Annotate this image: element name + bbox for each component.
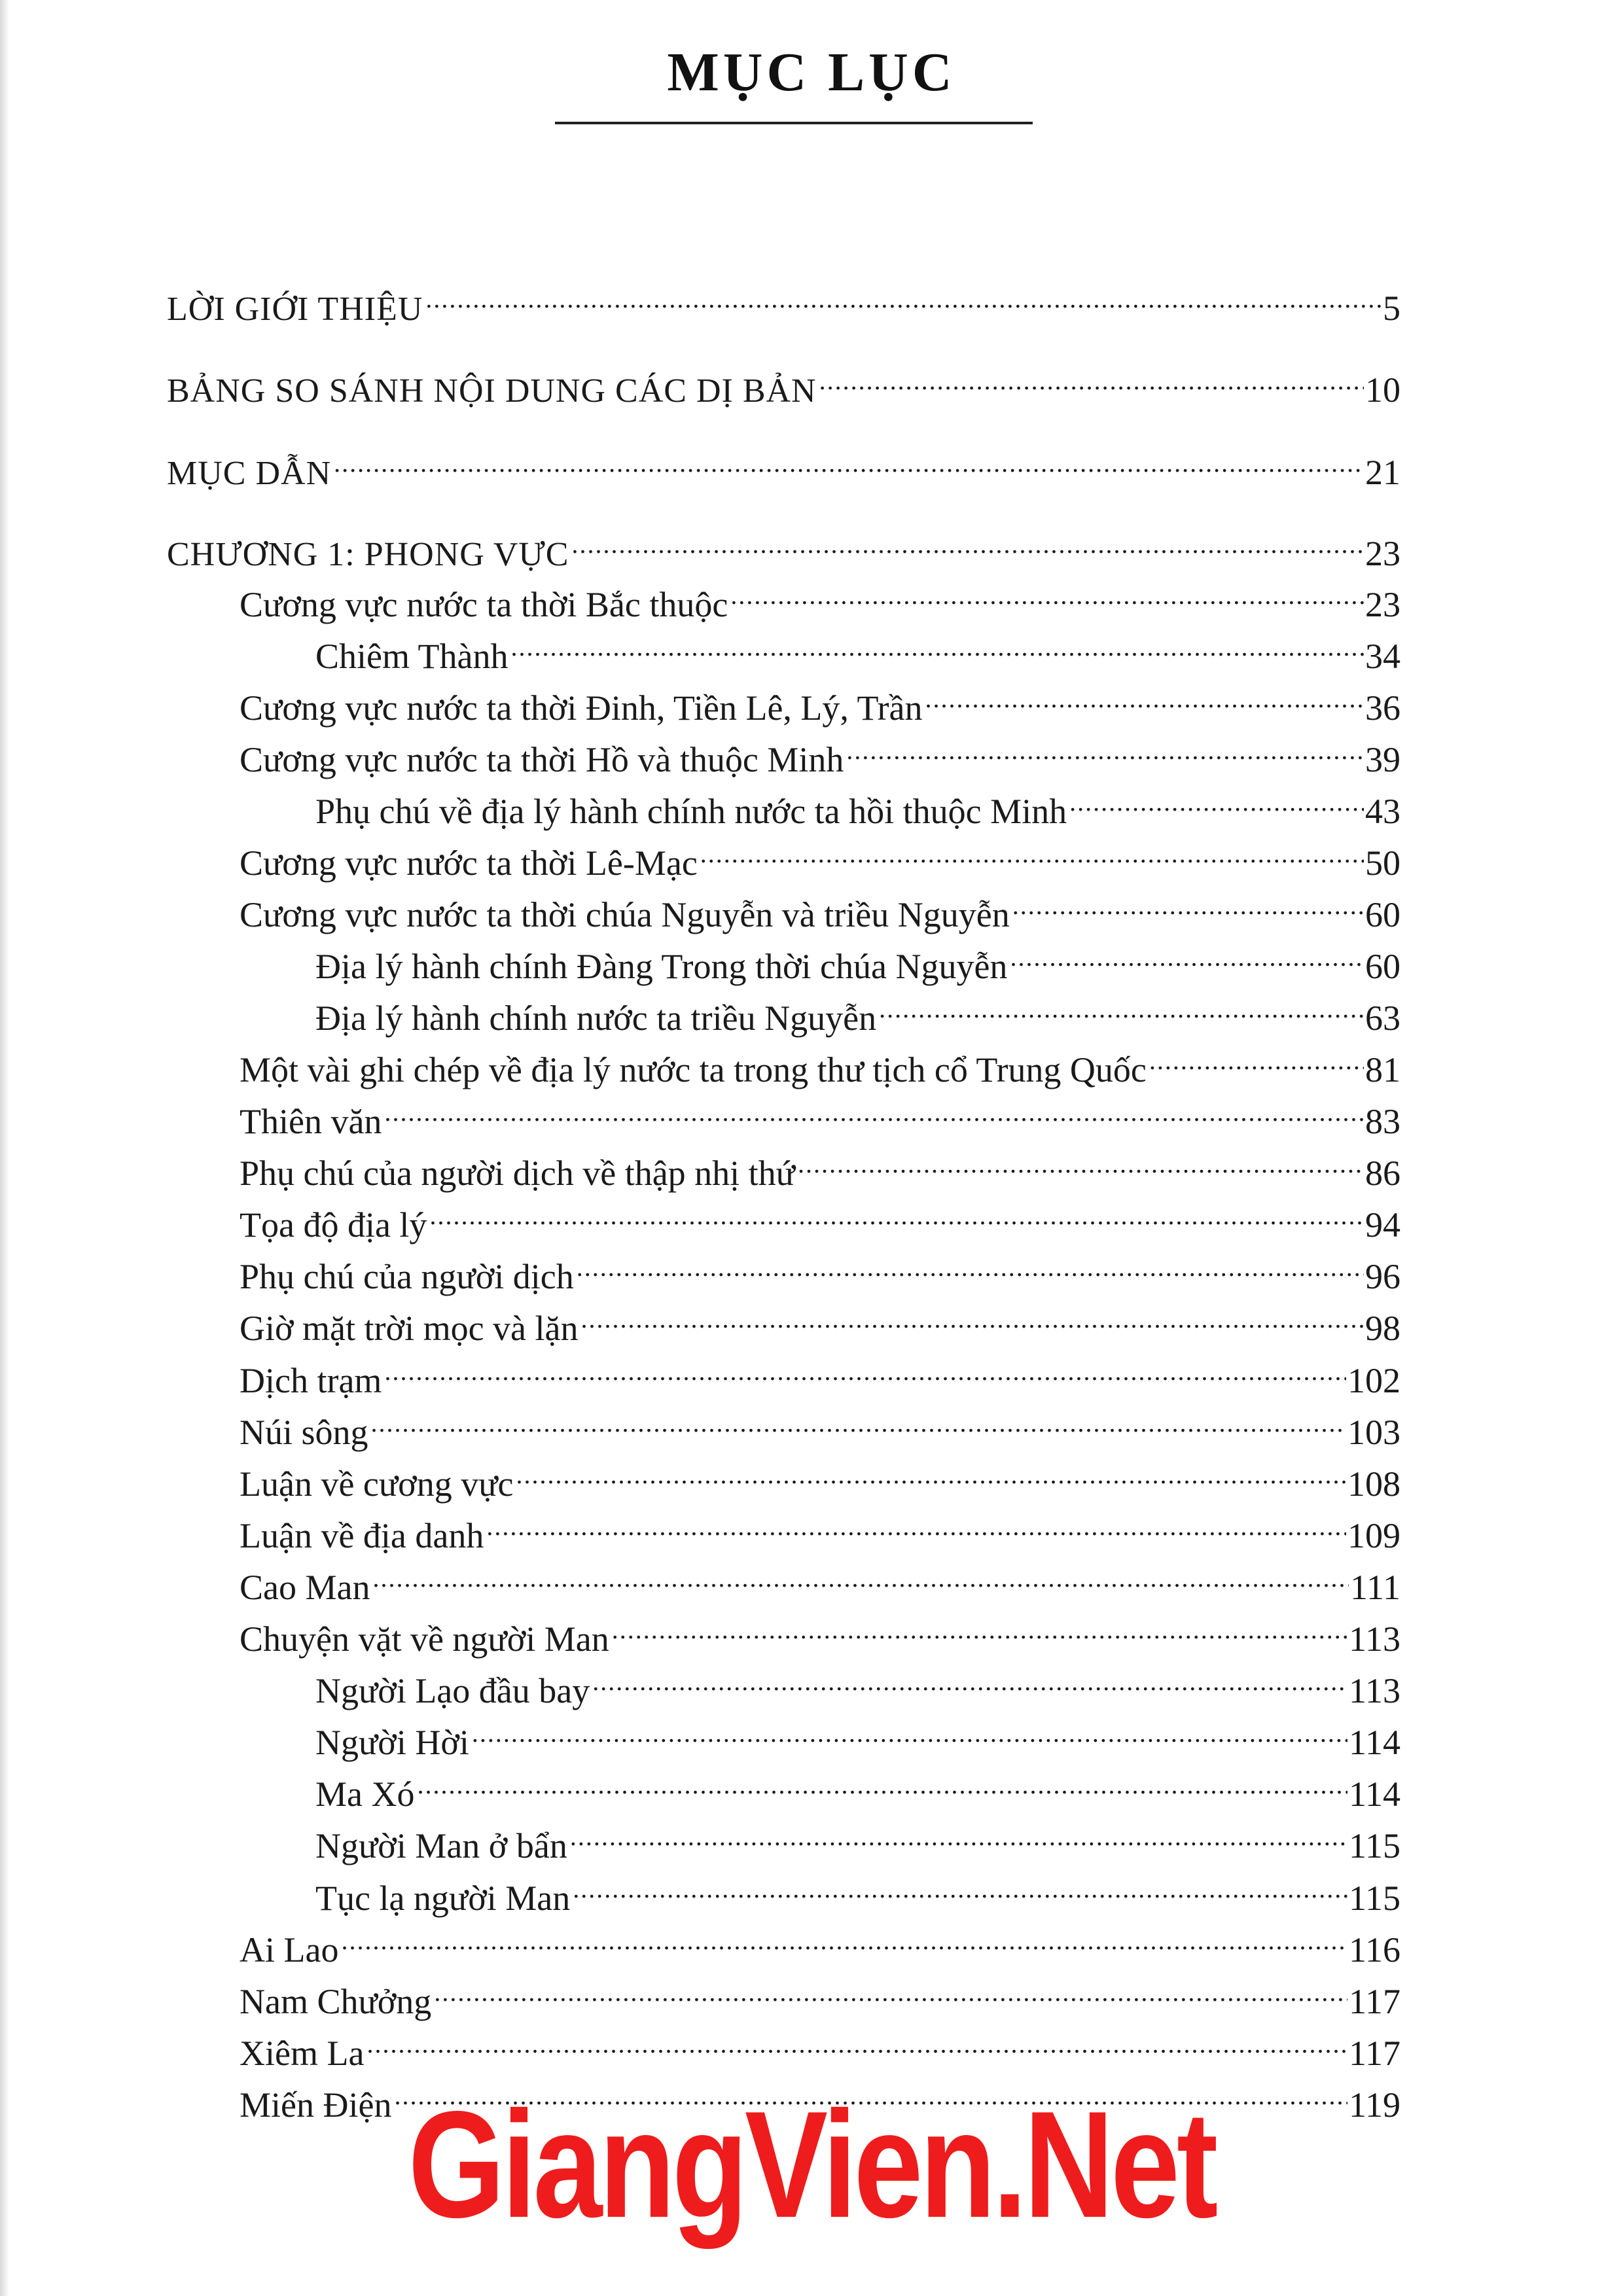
toc-entry-title: Miến Điện	[240, 2085, 392, 2125]
toc-entry-title: Tọa độ địa lý	[240, 1205, 427, 1245]
toc-entry	[240, 1246, 1400, 1298]
toc-entry-title: Một vài ghi chép về địa lý nước ta trong thư tịch cổ Trung Quốc	[240, 1050, 1147, 1089]
toc-entry-page-number: 86	[1365, 1154, 1400, 1193]
toc-entry	[240, 885, 1400, 936]
dot-leader	[486, 1506, 1346, 1547]
dot-leader	[1149, 1040, 1364, 1082]
toc-entry-title: Chiêm Thành	[315, 637, 508, 676]
toc-entry-title: CHƯƠNG 1: PHONG VỰC	[167, 536, 569, 573]
toc-entry	[167, 523, 1400, 576]
toc-entry-title: Người Lạo đầu bay	[315, 1671, 590, 1710]
toc-entry	[315, 1712, 1400, 1763]
toc-entry-page-number: 98	[1365, 1309, 1400, 1348]
toc-entry-page-number: 103	[1347, 1413, 1400, 1452]
toc-entry-title: Luận về cương vực	[240, 1464, 514, 1504]
dot-leader	[730, 574, 1364, 616]
toc-entry-title: Phụ chú của người dịch về thập nhị thứ	[240, 1154, 795, 1193]
toc-entry-title: Phụ chú của người dịch	[240, 1257, 574, 1296]
toc-entry	[315, 1816, 1400, 1867]
dot-leader	[592, 1661, 1347, 1703]
dot-leader	[434, 1971, 1347, 2013]
watermark-logo: GiangVien.Net	[408, 2080, 1215, 2250]
toc-entry	[315, 1661, 1400, 1712]
dot-leader	[334, 442, 1364, 484]
toc-entry	[315, 781, 1400, 832]
toc-entry-page-number: 60	[1365, 895, 1400, 934]
toc-entry-page-number: 10	[1365, 370, 1400, 410]
dot-leader	[425, 278, 1382, 320]
toc-entry-title: Giờ mặt trời mọc và lặn	[240, 1309, 579, 1348]
dot-leader	[516, 1454, 1346, 1496]
toc-entry-title: Người Man ở bẩn	[315, 1826, 567, 1865]
toc-entry-title: Chuyện vặt về người Man	[240, 1619, 609, 1659]
toc-entry	[167, 360, 1400, 412]
dot-leader	[925, 678, 1364, 720]
toc-entry-title: Người Hời	[315, 1723, 469, 1762]
toc-entry	[315, 936, 1400, 987]
dot-leader	[472, 1712, 1347, 1754]
toc-entry-page-number: 113	[1349, 1671, 1400, 1710]
toc-entry	[240, 730, 1400, 781]
toc-entry-page-number: 21	[1365, 453, 1400, 492]
toc-entry-page-number: 114	[1349, 1723, 1400, 1762]
toc-entry-title: Thiên văn	[240, 1102, 382, 1141]
toc-entry-page-number: 36	[1365, 688, 1400, 728]
toc-entry-page-number: 81	[1365, 1050, 1400, 1089]
dot-leader	[1012, 885, 1364, 927]
toc-entry-title: Ai Lao	[240, 1930, 339, 1969]
toc-entry	[240, 833, 1400, 884]
page-title: MỤC LỤC	[667, 42, 956, 103]
toc-entry-title: Núi sông	[240, 1413, 368, 1452]
toc-entry	[240, 1609, 1400, 1660]
toc-entry	[240, 1040, 1400, 1091]
toc-entry	[315, 988, 1400, 1039]
toc-entry-title: Cương vực nước ta thời Hồ và thuộc Minh	[240, 740, 844, 779]
toc-entry	[240, 2023, 1400, 2074]
toc-entry-title: Cương vực nước ta thời Lê-Mạc	[240, 843, 698, 883]
toc-entry-title: Tục lạ người Man	[315, 1879, 571, 1918]
toc-entry	[315, 1764, 1400, 1815]
toc-entry-title: Nam Chưởng	[240, 1982, 432, 2021]
toc-entry	[315, 1868, 1400, 1919]
toc-entry	[240, 1506, 1400, 1557]
toc-entry-page-number: 23	[1365, 534, 1400, 573]
dot-leader	[798, 1143, 1364, 1185]
toc-entry	[240, 1920, 1400, 1971]
toc-entry	[315, 626, 1400, 677]
toc-entry-page-number: 50	[1365, 843, 1400, 883]
toc-entry-title: Ma Xó	[315, 1775, 415, 1814]
dot-leader	[510, 626, 1364, 668]
dot-leader	[1010, 936, 1364, 978]
toc-entry-page-number: 109	[1347, 1516, 1400, 1555]
toc-entry-page-number: 96	[1365, 1257, 1400, 1296]
dot-leader	[417, 1764, 1347, 1806]
toc-entry-page-number: 5	[1383, 289, 1400, 328]
dot-leader	[384, 1091, 1364, 1133]
toc-entry	[240, 1351, 1400, 1402]
toc-entry-title: Luận về địa danh	[240, 1516, 484, 1555]
toc-entry-page-number: 117	[1349, 1982, 1400, 2021]
toc-entry-page-number: 94	[1365, 1205, 1400, 1245]
toc-entry-title: Phụ chú về địa lý hành chính nước ta hồi thuộc Minh	[315, 792, 1067, 831]
dot-leader	[577, 1246, 1364, 1288]
toc-entry	[240, 1454, 1400, 1505]
dot-leader	[846, 730, 1364, 771]
toc-entry-page-number: 60	[1365, 947, 1400, 986]
toc-entry-page-number: 111	[1350, 1568, 1400, 1607]
toc-entry-page-number: 102	[1347, 1361, 1400, 1400]
toc-entry-page-number: 113	[1349, 1619, 1400, 1659]
toc-entry-title: Cương vực nước ta thời chúa Nguyễn và triều Nguyễn	[240, 895, 1010, 934]
toc-entry-title: Cương vực nước ta thời Bắc thuộc	[240, 585, 728, 624]
toc-entry	[240, 1195, 1400, 1246]
dot-leader	[571, 523, 1364, 565]
dot-leader	[612, 1609, 1347, 1651]
dot-leader	[580, 1298, 1364, 1340]
toc-entry-page-number: 43	[1365, 792, 1400, 831]
toc-entry-page-number: 39	[1365, 740, 1400, 779]
dot-leader	[371, 1402, 1346, 1444]
toc-entry-page-number: 83	[1365, 1102, 1400, 1141]
dot-leader	[372, 1557, 1349, 1599]
toc-entry-page-number: 23	[1365, 585, 1400, 624]
toc-entry	[240, 1091, 1400, 1142]
toc-entry	[240, 678, 1400, 729]
toc-entry-title: Dịch trạm	[240, 1361, 382, 1400]
toc-entry-title: Cương vực nước ta thời Đinh, Tiền Lê, Lý, Trần	[240, 688, 923, 728]
dot-leader	[573, 1868, 1347, 1910]
toc-entry-page-number: 114	[1349, 1775, 1400, 1814]
toc-entry-title: LỜI GIỚI THIỆU	[167, 291, 423, 328]
dot-leader	[429, 1195, 1364, 1237]
toc-entry	[240, 1402, 1400, 1453]
toc-entry	[240, 1298, 1400, 1349]
toc-entry-title: BẢNG SO SÁNH NỘI DUNG CÁC DỊ BẢN	[167, 372, 817, 410]
toc-entry-title: Địa lý hành chính Đàng Trong thời chúa Nguyễn	[315, 947, 1008, 986]
dot-leader	[1069, 781, 1364, 823]
toc-entry	[240, 574, 1400, 626]
dot-leader	[700, 833, 1364, 875]
toc-entry-page-number: 119	[1349, 2085, 1400, 2125]
toc-entry	[167, 278, 1400, 330]
toc-entry-title: MỤC DẪN	[167, 455, 332, 492]
toc-entry	[167, 442, 1400, 495]
toc-entry-page-number: 34	[1365, 637, 1400, 676]
dot-leader	[341, 1920, 1347, 1962]
toc-entry-page-number: 115	[1349, 1826, 1400, 1865]
toc-entry-page-number: 115	[1349, 1879, 1400, 1918]
dot-leader	[879, 988, 1364, 1030]
dot-leader	[819, 360, 1364, 402]
toc-entry	[240, 1143, 1400, 1194]
toc-entry	[240, 1557, 1400, 1608]
dot-leader	[384, 1351, 1346, 1392]
toc-entry-title: Xiêm La	[240, 2034, 365, 2073]
toc-entry-page-number: 108	[1347, 1464, 1400, 1504]
toc-entry	[240, 1971, 1400, 2022]
toc-entry-title: Cao Man	[240, 1568, 370, 1607]
dot-leader	[366, 2023, 1347, 2065]
dot-leader	[570, 1816, 1347, 1858]
toc-entry-page-number: 116	[1349, 1930, 1400, 1969]
toc-entry-page-number: 117	[1349, 2034, 1400, 2073]
toc-entry-title: Địa lý hành chính nước ta triều Nguyễn	[315, 998, 877, 1038]
toc-entry-page-number: 63	[1365, 998, 1400, 1038]
